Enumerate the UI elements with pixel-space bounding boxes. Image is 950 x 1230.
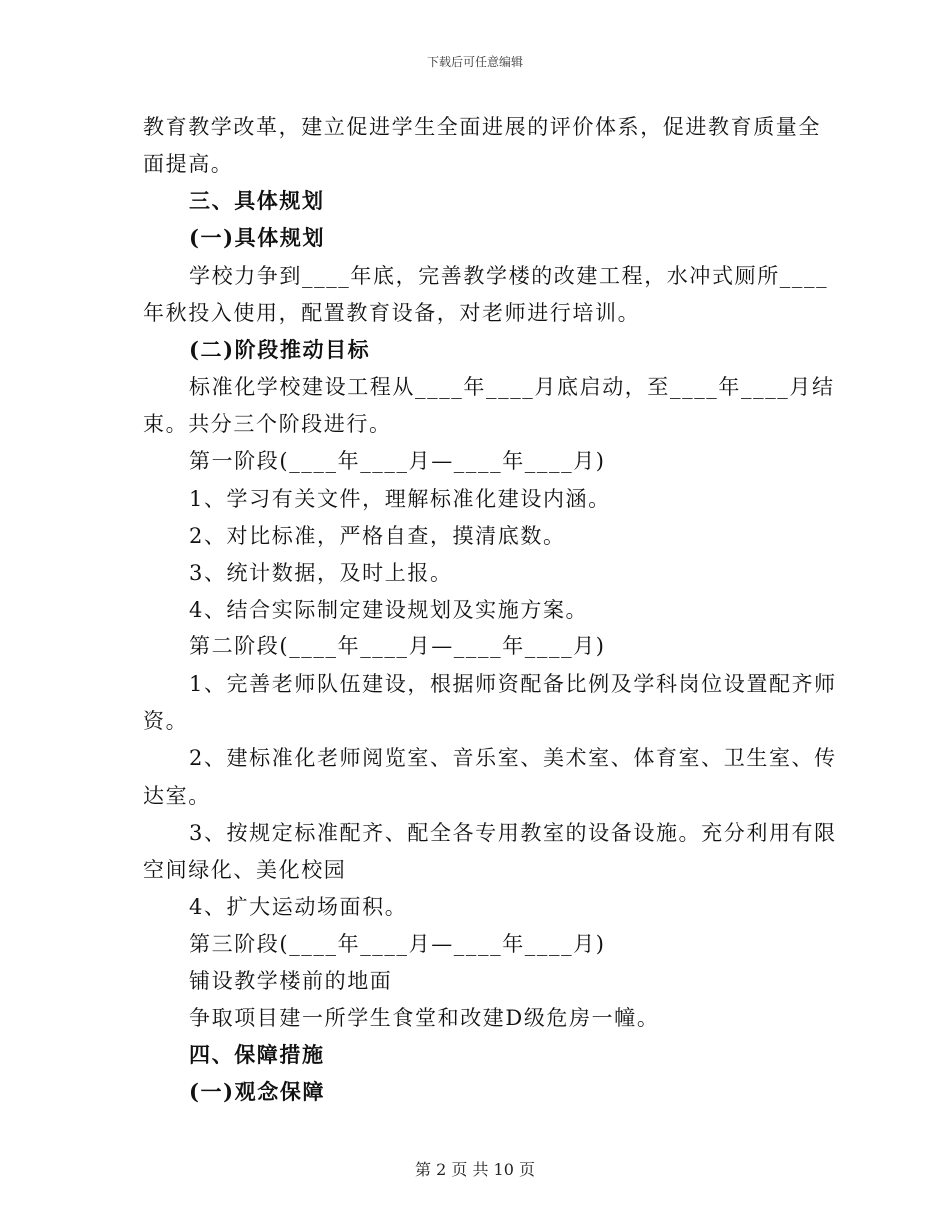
stage-heading: 第三阶段(____年____月—____年____月)	[189, 932, 606, 956]
page-number: 第 2 页 共 10 页	[415, 1160, 535, 1179]
section-heading: 三、具体规划	[189, 188, 325, 213]
list-item: 4、扩大运动场面积。	[189, 895, 408, 919]
list-item: 1、学习有关文件，理解标准化建设内涵。	[189, 487, 611, 511]
list-item: 2、建标准化老师阅览室、音乐室、美术室、体育室、卫生室、传	[189, 746, 837, 770]
paragraph-line: 铺设教学楼前的地面	[189, 969, 393, 993]
list-item-continuation: 达室。	[143, 784, 211, 808]
list-item-continuation: 空间绿化、美化校园	[143, 858, 347, 882]
subsection-heading: (一)观念保障	[189, 1079, 326, 1104]
paragraph-line: 争取项目建一所学生食堂和改建D级危房一幢。	[189, 1006, 660, 1030]
list-item: 3、按规定标准配齐、配全各专用教室的设备设施。充分利用有限	[189, 821, 837, 845]
stage-heading: 第二阶段(____年____月—____年____月)	[189, 634, 606, 658]
page-header: 下载后可任意编辑	[426, 55, 523, 69]
paragraph-line: 标准化学校建设工程从____年____月底启动，至____年____月结	[189, 375, 835, 399]
section-heading: 四、保障措施	[189, 1042, 325, 1067]
list-item: 4、结合实际制定建设规划及实施方案。	[189, 598, 589, 622]
list-item: 2、对比标准，严格自查，摸清底数。	[189, 524, 566, 548]
paragraph-line: 面提高。	[143, 152, 234, 176]
subsection-heading: (一)具体规划	[189, 225, 326, 250]
paragraph-line: 束。共分三个阶段进行。	[143, 412, 392, 436]
paragraph-line: 年秋投入使用，配置教育设备，对老师进行培训。	[143, 301, 641, 325]
subsection-heading: (二)阶段推动目标	[189, 337, 371, 362]
list-item: 3、统计数据，及时上报。	[189, 561, 453, 585]
list-item-continuation: 资。	[143, 709, 189, 733]
list-item: 1、完善老师队伍建设，根据师资配备比例及学科岗位设置配齐师	[189, 672, 837, 696]
paragraph-line: 学校力争到____年底，完善教学楼的改建工程，水冲式厕所____	[189, 264, 829, 288]
stage-heading: 第一阶段(____年____月—____年____月)	[189, 449, 606, 473]
paragraph-line: 教育教学改革，建立促进学生全面进展的评价体系，促进教育质量全	[143, 115, 821, 139]
